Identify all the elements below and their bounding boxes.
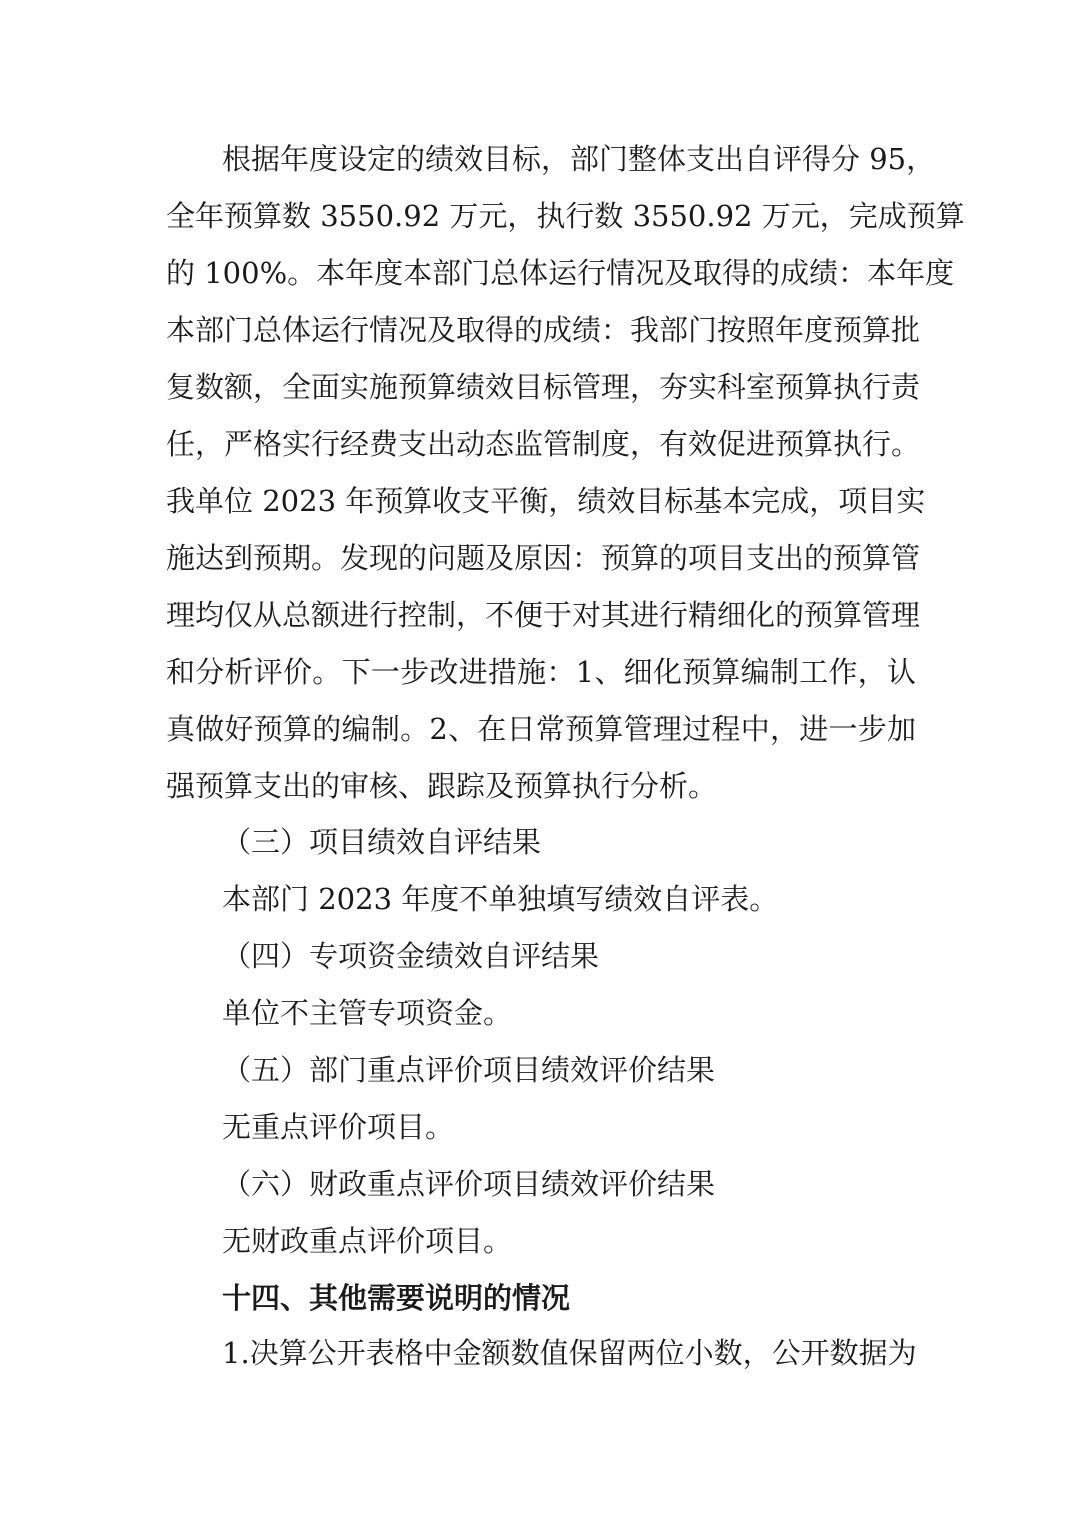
paragraph-line-8: 施达到预期。发现的问题及原因：预算的项目支出的预算管 (166, 541, 921, 575)
section-5-text: 无重点评价项目。 (222, 1110, 455, 1144)
section-3-text: 本部门 2023 年度不单独填写绩效自评表。 (222, 882, 779, 916)
chapter-14-title: 十四、其他需要说明的情况 (222, 1281, 571, 1315)
paragraph-line-5: 复数额，全面实施预算绩效目标管理，夯实科室预算执行责 (166, 370, 921, 404)
section-4-title: （四）专项资金绩效自评结果 (222, 939, 600, 973)
paragraph-line-1: 根据年度设定的绩效目标，部门整体支出自评得分 95， (222, 142, 936, 176)
section-6-text: 无财政重点评价项目。 (222, 1224, 513, 1258)
section-3-title: （三）项目绩效自评结果 (222, 825, 542, 859)
paragraph-line-2: 全年预算数 3550.92 万元，执行数 3550.92 万元，完成预算 (166, 199, 965, 233)
paragraph-line-11: 真做好预算的编制。2、在日常预算管理过程中，进一步加 (166, 712, 916, 746)
section-4-text: 单位不主管专项资金。 (222, 996, 513, 1030)
paragraph-line-4: 本部门总体运行情况及取得的成绩：我部门按照年度预算批 (166, 313, 921, 347)
paragraph-line-6: 任，严格实行经费支出动态监管制度，有效促进预算执行。 (166, 427, 921, 461)
paragraph-line-12: 强预算支出的审核、跟踪及预算执行分析。 (166, 769, 718, 803)
section-5-title: （五）部门重点评价项目绩效评价结果 (222, 1053, 716, 1087)
chapter-14-line-1: 1.决算公开表格中金额数值保留两位小数，公开数据为 (222, 1336, 917, 1370)
section-6-title: （六）财政重点评价项目绩效评价结果 (222, 1167, 716, 1201)
paragraph-line-7: 我单位 2023 年预算收支平衡，绩效目标基本完成，项目实 (166, 484, 926, 518)
paragraph-line-3: 的 100%。本年度本部门总体运行情况及取得的成绩：本年度 (166, 256, 955, 290)
paragraph-line-10: 和分析评价。下一步改进措施：1、细化预算编制工作，认 (166, 655, 916, 689)
paragraph-line-9: 理均仅从总额进行控制，不便于对其进行精细化的预算管理 (166, 598, 921, 632)
